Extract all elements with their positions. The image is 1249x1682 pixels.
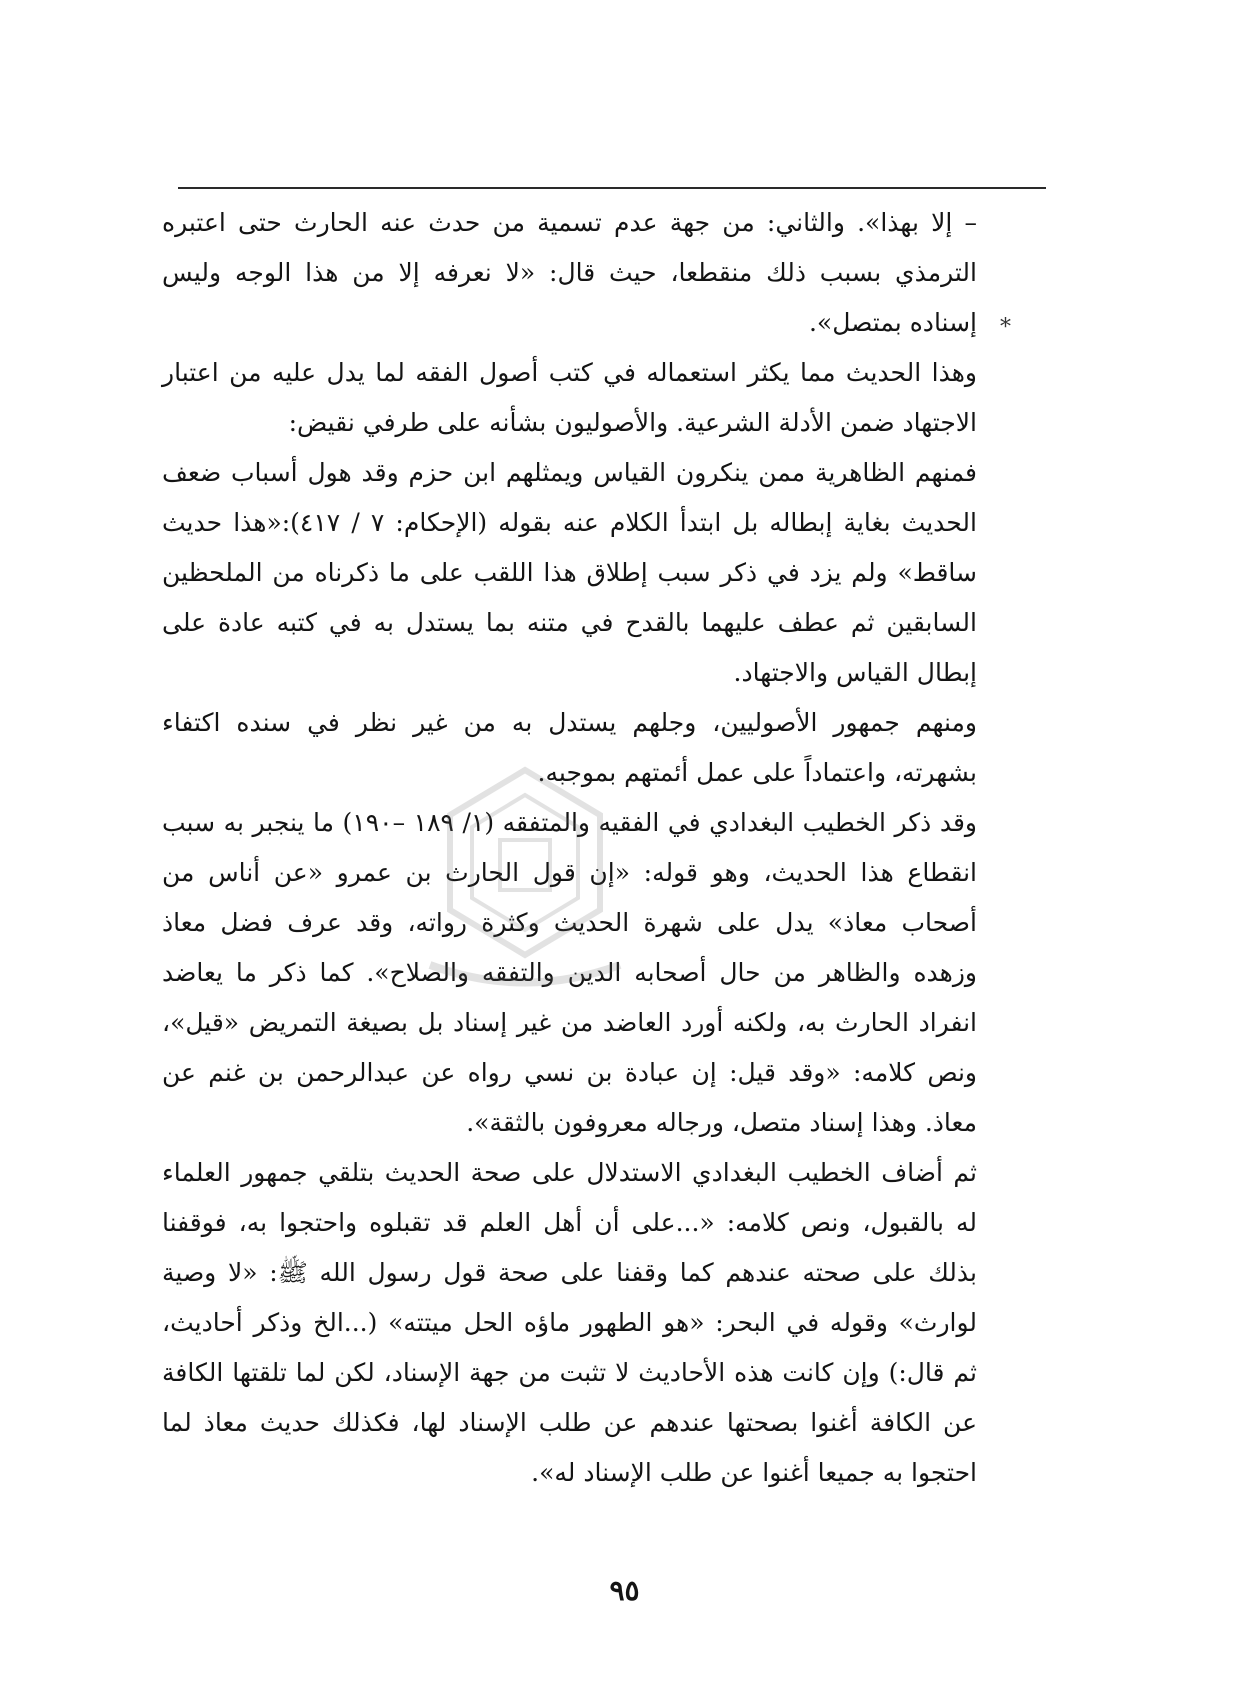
paragraph-6: ثم أضاف الخطيب البغدادي الاستدلال على صحة الحديث بتلقي جمهور العلماء له بالقبول، ونص كلامه: «...على أن أهل العلم قد تقبلوه واحتجوا به، فوقفنا بذلك على صحته عندهم كما وقفنا على صحة قول رسول الله ﷺ: «لا وصية لوارث» وقوله في البحر: «هو الطهور ماؤه الحل ميتته» (...الخ وذكر أحاديث، ثم قال:) وإن كانت هذه الأحاديث لا تثبت من جهة الإسناد، لكن لما تلقتها الكافة عن الكافة أغنوا بصحتها عندهم عن طلب الإسناد لها، فكذلك حديث معاذ لما احتجوا به جميعا أغنوا عن طلب الإسناد له». (162, 1158, 977, 1487)
paragraph-3: فمنهم الظاهرية ممن ينكرون القياس ويمثلهم ابن حزم وقد هول أسباب ضعف الحديث بغاية إبطاله بل ابتدأ الكلام عنه بقوله (الإحكام: ٧ / ٤١٧):«هذا حديث ساقط» ولم يزد في ذكر سبب إطلاق هذا اللقب على ما ذكرناه من الملحظين السابقين ثم عطف عليهما بالقدح في متنه بما يستدل به في كتبه عادة على إبطال القياس والاجتهاد. (162, 458, 977, 687)
paragraph-5: وقد ذكر الخطيب البغدادي في الفقيه والمتفقه (١/ ١٨٩ –١٩٠) ما ينجبر به سبب انقطاع هذا الحديث، وهو قوله: «إن قول الحارث بن عمرو «عن أناس من أصحاب معاذ» يدل على شهرة الحديث وكثرة رواته، وقد عرف فضل معاذ وزهده والظاهر من حال أصحابه الدين والتفقه والصلاح». كما ذكر ما يعاضد انفراد الحارث به، ولكنه أورد العاضد من غير إسناد بل بصيغة التمريض «قيل»، ونص كلامه: «وقد قيل: إن عبادة بن نسي رواه عن عبدالرحمن بن غنم عن معاذ. وهذا إسناد متصل، ورجاله معروفون بالثقة». (162, 808, 978, 1137)
header-rule (178, 187, 1046, 189)
paragraph-2: وهذا الحديث مما يكثر استعماله في كتب أصول الفقه لما يدل عليه من اعتبار الاجتهاد ضمن الأدلة الشرعية. والأصوليون بشأنه على طرفي نقيض: (162, 358, 977, 437)
margin-asterisk: * (1000, 315, 1011, 340)
paragraph-4: ومنهم جمهور الأصوليين، وجلهم يستدل به من غير نظر في سنده اكتفاء بشهرته، واعتماداً على عمل أئمتهم بموجبه. (162, 708, 977, 787)
body-text (162, 198, 977, 1498)
paragraph-1: – إلا بهذا». والثاني: من جهة عدم تسمية من حدث عنه الحارث حتى اعتبره الترمذي بسبب ذلك منقطعا، حيث قال: «لا نعرفه إلا من هذا الوجه وليس إسناده بمتصل». (162, 208, 977, 337)
page-number: ٩٥ (609, 1574, 640, 1607)
